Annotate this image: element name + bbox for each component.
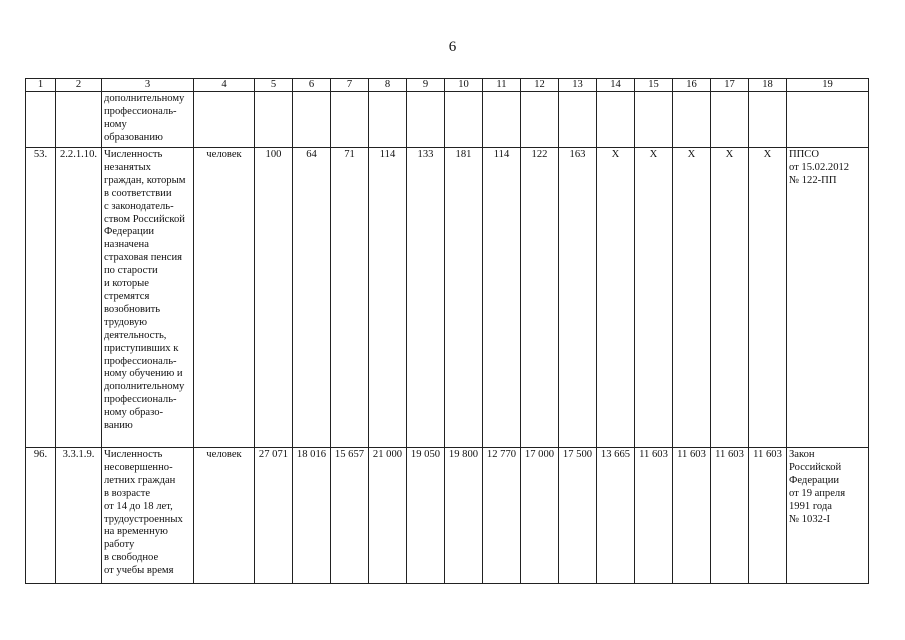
value-cell: 181 <box>445 148 483 448</box>
value-cell: 21 000 <box>369 448 407 584</box>
row-number-cell <box>26 92 56 148</box>
column-header: 17 <box>711 79 749 92</box>
header-row <box>26 79 869 92</box>
value-cell: 133 <box>407 148 445 448</box>
unit-cell <box>194 92 255 148</box>
value-cell: 15 657 <box>331 448 369 584</box>
column-header: 16 <box>673 79 711 92</box>
column-header: 9 <box>407 79 445 92</box>
value-cell: X <box>711 148 749 448</box>
value-cell: 11 603 <box>711 448 749 584</box>
page-number: 6 <box>448 39 457 55</box>
legal-basis-cell: ППСО от 15.02.2012 № 122-ПП <box>787 148 869 448</box>
value-cell <box>559 92 597 148</box>
indicators-table <box>25 78 869 584</box>
value-cell: 17 500 <box>559 448 597 584</box>
legal-basis-cell: Закон Российской Федерации от 19 апреля 1991 года № 1032-I <box>787 448 869 584</box>
table-row <box>26 92 869 148</box>
table-row <box>26 148 869 448</box>
row-number-cell: 53. <box>26 148 56 448</box>
value-cell: 19 800 <box>445 448 483 584</box>
table-row <box>26 448 869 584</box>
unit-cell: человек <box>194 448 255 584</box>
value-cell <box>597 92 635 148</box>
indicator-name-cell: Численность незанятых граждан, которым в соответствии с законодатель- ством Российской Федерации назначена страховая пенсия по старости и которые стремятся возобновить трудовую деятельность, приступивших к профессиональ- ному обучению и дополнительному профессиональ- ному образо- ванию <box>102 148 194 448</box>
value-cell: X <box>635 148 673 448</box>
column-header: 18 <box>749 79 787 92</box>
column-header: 5 <box>255 79 293 92</box>
value-cell <box>407 92 445 148</box>
value-cell: 19 050 <box>407 448 445 584</box>
value-cell <box>749 92 787 148</box>
unit-cell: человек <box>194 148 255 448</box>
value-cell <box>331 92 369 148</box>
column-header: 14 <box>597 79 635 92</box>
indicator-code-cell: 3.3.1.9. <box>56 448 102 584</box>
indicator-name-cell: Численность несовершенно- летних граждан в возрасте от 14 до 18 лет, трудоустроенных на временную работу в свободное от учебы время <box>102 448 194 584</box>
value-cell: 71 <box>331 148 369 448</box>
value-cell: X <box>749 148 787 448</box>
value-cell: X <box>673 148 711 448</box>
value-cell: 12 770 <box>483 448 521 584</box>
column-header: 12 <box>521 79 559 92</box>
value-cell: 114 <box>483 148 521 448</box>
column-header: 7 <box>331 79 369 92</box>
value-cell: 11 603 <box>673 448 711 584</box>
value-cell: 100 <box>255 148 293 448</box>
column-header: 4 <box>194 79 255 92</box>
value-cell: X <box>597 148 635 448</box>
value-cell <box>445 92 483 148</box>
column-header: 3 <box>102 79 194 92</box>
value-cell <box>255 92 293 148</box>
column-header: 10 <box>445 79 483 92</box>
value-cell: 114 <box>369 148 407 448</box>
value-cell <box>673 92 711 148</box>
value-cell <box>369 92 407 148</box>
value-cell <box>635 92 673 148</box>
value-cell: 163 <box>559 148 597 448</box>
value-cell <box>711 92 749 148</box>
value-cell: 13 665 <box>597 448 635 584</box>
column-header: 13 <box>559 79 597 92</box>
column-header: 11 <box>483 79 521 92</box>
value-cell: 18 016 <box>293 448 331 584</box>
value-cell: 11 603 <box>635 448 673 584</box>
value-cell: 17 000 <box>521 448 559 584</box>
column-header: 6 <box>293 79 331 92</box>
value-cell <box>293 92 331 148</box>
column-header: 19 <box>787 79 869 92</box>
column-header: 2 <box>56 79 102 92</box>
indicator-name-cell: дополнительному профессиональ- ному образованию <box>102 92 194 148</box>
column-header: 8 <box>369 79 407 92</box>
value-cell <box>483 92 521 148</box>
value-cell <box>521 92 559 148</box>
indicator-code-cell: 2.2.1.10. <box>56 148 102 448</box>
column-header: 15 <box>635 79 673 92</box>
table-body <box>26 79 869 584</box>
value-cell: 27 071 <box>255 448 293 584</box>
row-number-cell: 96. <box>26 448 56 584</box>
indicator-code-cell <box>56 92 102 148</box>
column-header: 1 <box>26 79 56 92</box>
value-cell: 11 603 <box>749 448 787 584</box>
value-cell: 64 <box>293 148 331 448</box>
legal-basis-cell <box>787 92 869 148</box>
value-cell: 122 <box>521 148 559 448</box>
